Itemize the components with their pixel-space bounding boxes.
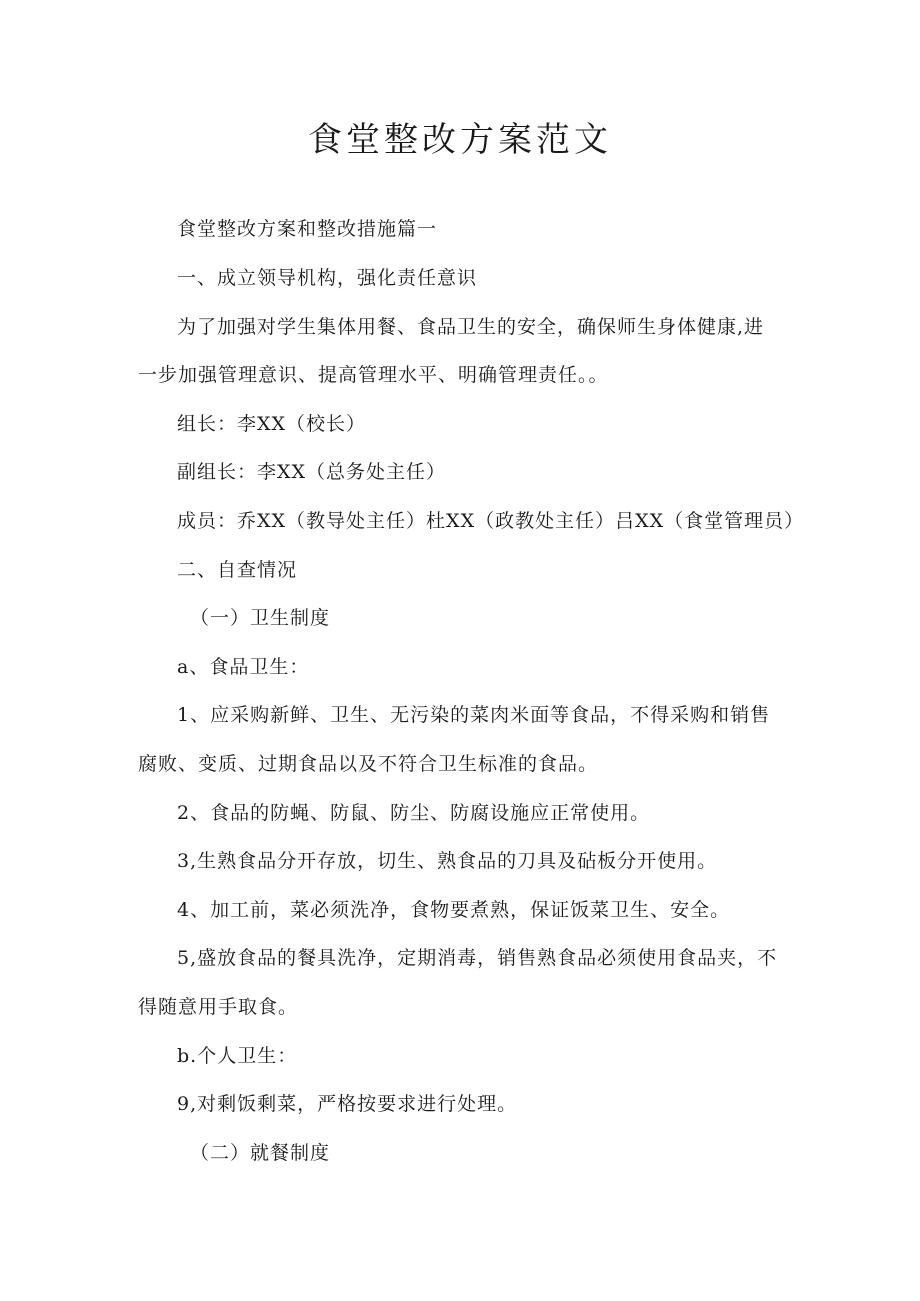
heading-hygiene-rules: （一）卫生制度 bbox=[190, 607, 331, 629]
item-3: 3,生熟食品分开存放，切生、熟食品的刀具及砧板分开使用。 bbox=[177, 850, 718, 872]
heading-establish-leadership: 一、成立领导机构，强化责任意识 bbox=[177, 267, 478, 289]
item-5-line-1: 5,盛放食品的餐具洗净，定期消毒，销售熟食品必须使用食品夹，不 bbox=[177, 947, 778, 969]
item-1-line-1: 1、应采购新鲜、卫生、无污染的菜肉米面等食品，不得采购和销售 bbox=[177, 704, 771, 726]
item-1-line-2: 腐败、变质、过期食品以及不符合卫生标准的食品。 bbox=[138, 753, 599, 775]
paragraph-purpose-line-1: 为了加强对学生集体用餐、食品卫生的安全，确保师生身体健康,进 bbox=[177, 316, 765, 338]
deputy-leader-line: 副组长：李XX（总务处主任） bbox=[177, 461, 447, 483]
members-line: 成员：乔XX（教导处主任）杜XX（政教处主任）吕XX（食堂管理员） bbox=[177, 510, 805, 532]
paragraph-purpose-line-2: 一步加强管理意识、提高管理水平、明确管理责任。。 bbox=[138, 364, 609, 386]
document-title: 食堂整改方案范文 bbox=[308, 120, 612, 160]
heading-self-inspection: 二、自查情况 bbox=[177, 559, 298, 581]
subheading-personal-hygiene: b.个人卫生： bbox=[177, 1045, 298, 1067]
section-heading-part-one: 食堂整改方案和整改措施篇一 bbox=[177, 218, 438, 240]
item-2: 2、食品的防蝇、防鼠、防尘、防腐设施应正常使用。 bbox=[177, 802, 651, 824]
item-9: 9,对剩饭剩菜，严格按要求进行处理。 bbox=[177, 1093, 518, 1115]
group-leader-line: 组长：李XX（校长） bbox=[177, 413, 367, 435]
item-5-line-2: 得随意用手取食。 bbox=[138, 996, 299, 1018]
item-4: 4、加工前，菜必须洗净，食物要煮熟，保证饭菜卫生、安全。 bbox=[177, 899, 731, 921]
heading-dining-rules: （二）就餐制度 bbox=[190, 1142, 331, 1164]
subheading-food-hygiene: a、食品卫生： bbox=[177, 656, 310, 678]
